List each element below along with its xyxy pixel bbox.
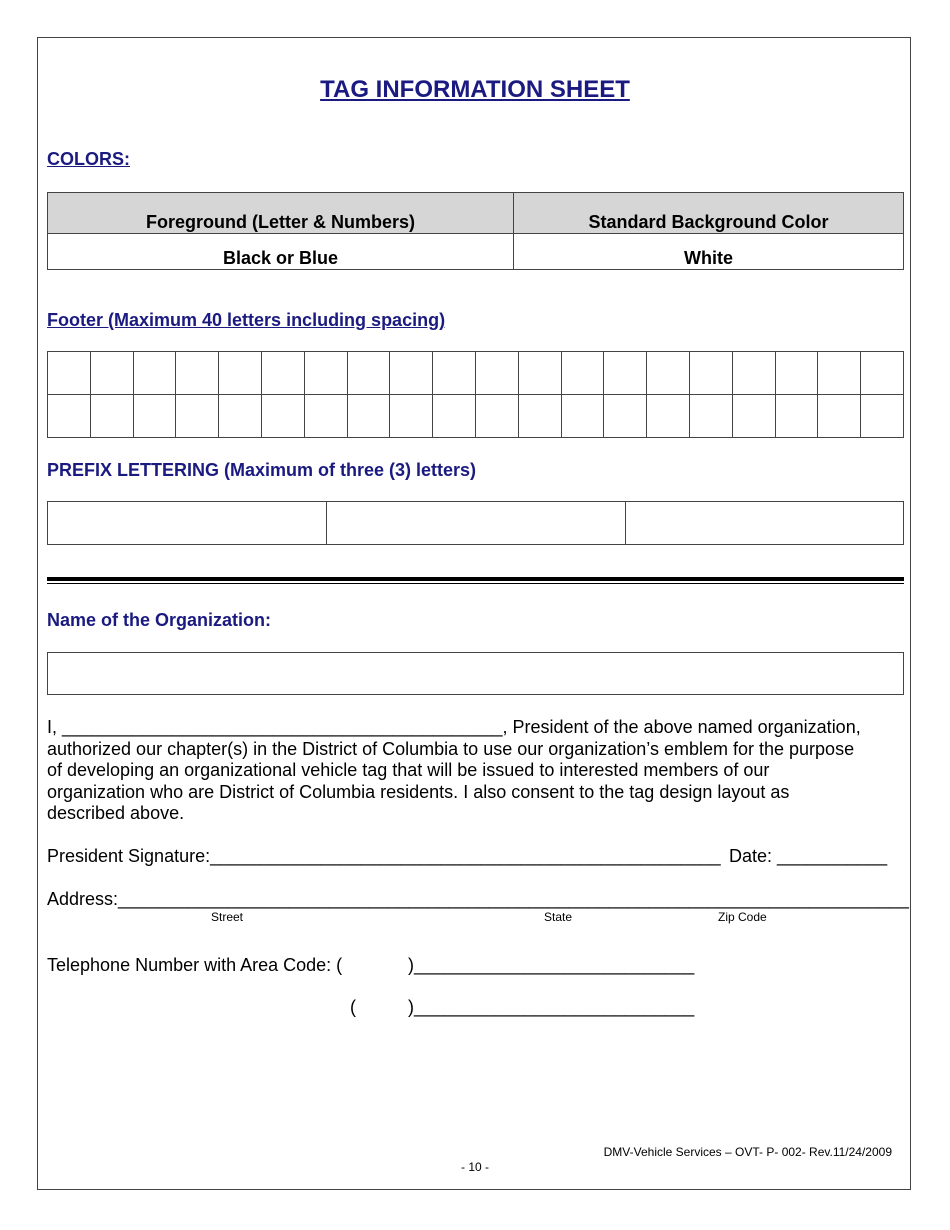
zip-code-caption: Zip Code (718, 910, 767, 924)
footer-letter-box[interactable] (861, 395, 904, 438)
footer-letter-box[interactable] (604, 352, 647, 395)
footer-grid-row (48, 352, 904, 395)
page-title: TAG INFORMATION SHEET (320, 76, 630, 103)
footer-letter-box[interactable] (133, 352, 176, 395)
consent-line: of developing an organizational vehicle tag that will be issued to interested members of our (47, 760, 770, 780)
state-caption: State (544, 910, 573, 924)
telephone-field-2[interactable]: )____________________________ (408, 997, 695, 1017)
telephone-field-1[interactable]: )____________________________ (408, 955, 695, 975)
footer-letter-box[interactable] (390, 395, 433, 438)
footer-letter-box[interactable] (561, 395, 604, 438)
footer-letter-box[interactable] (219, 352, 262, 395)
organization-name-field[interactable] (47, 652, 904, 695)
footer-letter-box[interactable] (347, 352, 390, 395)
colors-heading: COLORS: (47, 149, 130, 169)
footer-letter-box[interactable] (818, 352, 861, 395)
footer-heading: Footer (Maximum 40 letters including spacing) (47, 310, 446, 330)
footer-letter-box[interactable] (433, 352, 476, 395)
document-reference: DMV-Vehicle Services – OVT- P- 002- Rev.11/24/2009 (603, 1145, 892, 1159)
footer-letter-box[interactable] (176, 395, 219, 438)
consent-line: authorized our chapter(s) in the District of Columbia to use our organization’s emblem for the purpose (47, 738, 855, 759)
address-field[interactable]: Address:_______________________________________________________________________________ (47, 889, 909, 909)
footer-letter-box[interactable] (475, 395, 518, 438)
footer-letter-box[interactable] (90, 395, 133, 438)
footer-letter-box[interactable] (475, 352, 518, 395)
organization-heading: Name of the Organization: (47, 610, 272, 630)
footer-letter-box[interactable] (818, 395, 861, 438)
telephone-open-paren: ( (350, 997, 356, 1017)
background-value: White (514, 234, 904, 270)
footer-letter-box[interactable] (261, 395, 304, 438)
foreground-value: Black or Blue (48, 234, 514, 270)
consent-line: organization who are District of Columbia residents. I also consent to the tag design layout as (47, 781, 790, 802)
consent-statement (47, 717, 907, 825)
footer-letter-box[interactable] (861, 352, 904, 395)
consent-line: I, ____________________________________________, President of the above named organization, (47, 717, 861, 737)
footer-letter-box[interactable] (689, 395, 732, 438)
footer-grid-row (48, 395, 904, 438)
footer-letter-box[interactable] (90, 352, 133, 395)
footer-letter-box[interactable] (604, 395, 647, 438)
date-field[interactable]: Date: ___________ (729, 846, 888, 866)
footer-letter-grid[interactable] (47, 351, 904, 438)
footer-letter-box[interactable] (48, 352, 91, 395)
footer-letter-box[interactable] (176, 352, 219, 395)
footer-letter-box[interactable] (304, 352, 347, 395)
background-header: Standard Background Color (514, 193, 904, 234)
footer-letter-box[interactable] (390, 352, 433, 395)
footer-letter-box[interactable] (261, 352, 304, 395)
footer-letter-box[interactable] (518, 395, 561, 438)
prefix-letter-box[interactable] (48, 502, 327, 545)
foreground-header: Foreground (Letter & Numbers) (48, 193, 514, 234)
footer-letter-box[interactable] (561, 352, 604, 395)
prefix-heading: PREFIX LETTERING (Maximum of three (3) letters) (47, 460, 477, 480)
footer-letter-box[interactable] (775, 352, 818, 395)
prefix-letter-grid[interactable] (47, 501, 904, 545)
footer-letter-box[interactable] (775, 395, 818, 438)
president-signature-field[interactable]: President Signature:___________________________________________________ (47, 846, 721, 866)
footer-letter-box[interactable] (647, 352, 690, 395)
prefix-letter-box[interactable] (327, 502, 626, 545)
section-divider-thin (47, 583, 904, 584)
footer-letter-box[interactable] (647, 395, 690, 438)
colors-table (47, 192, 904, 270)
footer-letter-box[interactable] (133, 395, 176, 438)
page-number: - 10 - (460, 1160, 489, 1174)
footer-letter-box[interactable] (433, 395, 476, 438)
footer-letter-box[interactable] (304, 395, 347, 438)
prefix-letter-box[interactable] (626, 502, 904, 545)
footer-letter-box[interactable] (347, 395, 390, 438)
footer-letter-box[interactable] (219, 395, 262, 438)
consent-line: described above. (47, 803, 185, 823)
footer-letter-box[interactable] (689, 352, 732, 395)
footer-letter-box[interactable] (732, 352, 775, 395)
footer-letter-box[interactable] (48, 395, 91, 438)
section-divider-thick (47, 577, 904, 581)
telephone-label: Telephone Number with Area Code: ( (47, 955, 343, 975)
footer-letter-box[interactable] (518, 352, 561, 395)
street-caption: Street (211, 910, 244, 924)
footer-letter-box[interactable] (732, 395, 775, 438)
